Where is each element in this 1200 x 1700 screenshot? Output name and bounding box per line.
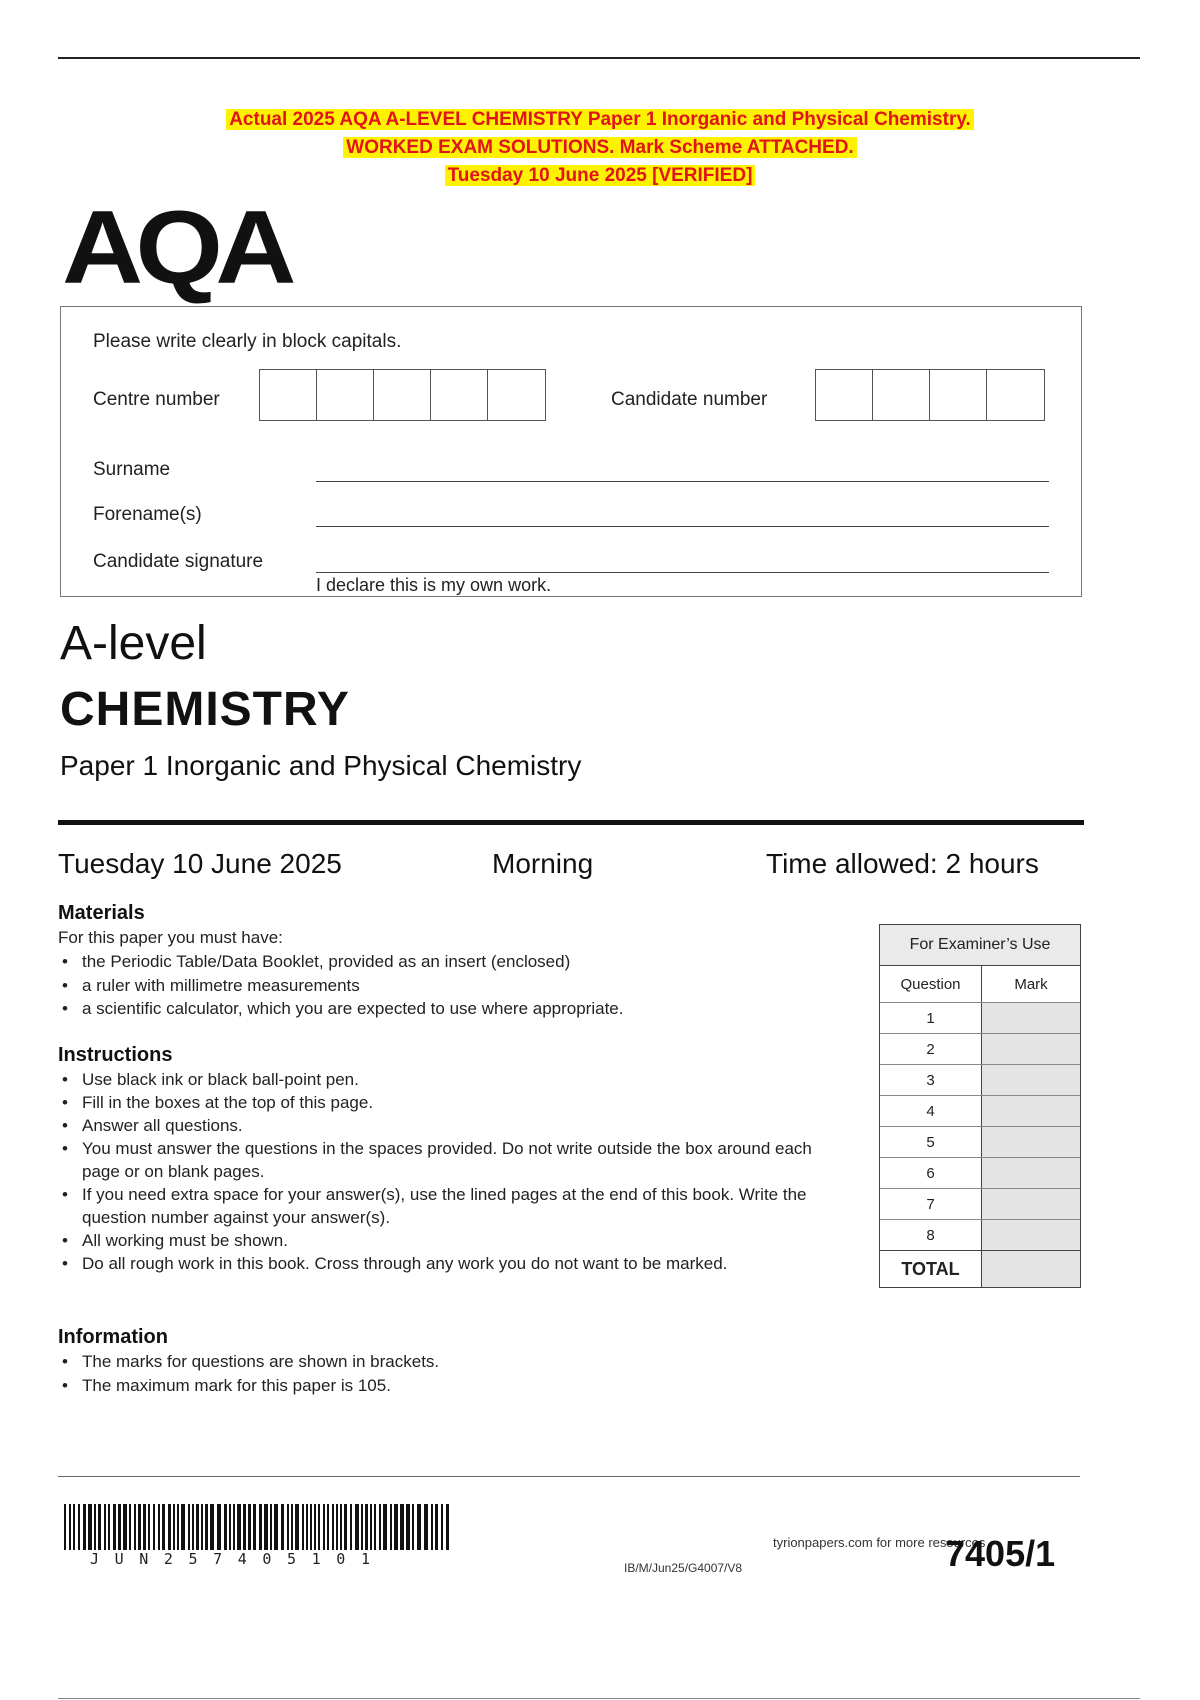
barcode-bar — [383, 1504, 387, 1550]
barcode-bar — [406, 1504, 410, 1550]
mark-cell — [982, 1065, 1080, 1095]
candidate-number-boxes[interactable] — [815, 369, 1045, 421]
barcode-bar — [148, 1504, 150, 1550]
barcode-bar — [431, 1504, 433, 1550]
barcode-bar — [243, 1504, 246, 1550]
barcode-bar — [394, 1504, 398, 1550]
centre-number-label: Centre number — [93, 389, 220, 410]
mark-cell — [982, 1096, 1080, 1126]
barcode-bar — [113, 1504, 116, 1550]
signature-field[interactable] — [316, 572, 1049, 573]
barcode-bar — [441, 1504, 443, 1550]
mark-cell — [982, 1220, 1080, 1250]
question-number: 7 — [880, 1189, 982, 1219]
barcode-bar — [424, 1504, 428, 1550]
table-row — [880, 1220, 1080, 1250]
mark-cell — [982, 1127, 1080, 1157]
materials-heading: Materials — [58, 902, 145, 924]
materials-item: • the Periodic Table/Data Booklet, provided as an insert (enclosed) — [58, 950, 623, 974]
materials-item: • a ruler with millimetre measurements — [58, 974, 623, 998]
materials-item: • a scientific calculator, which you are expected to use where appropriate. — [58, 997, 623, 1021]
barcode-bar — [158, 1504, 160, 1550]
barcode-bar — [281, 1504, 284, 1550]
forenames-label: Forename(s) — [93, 504, 202, 525]
table-row — [880, 1034, 1080, 1065]
centre-digit-box[interactable] — [317, 370, 374, 420]
question-number: 5 — [880, 1127, 982, 1157]
examiners-use-title: For Examiner’s Use — [880, 925, 1080, 966]
qualification-title: A-level — [60, 617, 207, 670]
barcode-bar — [412, 1504, 414, 1550]
paper-code: 7405/1 — [945, 1533, 1056, 1574]
aqa-logo: AQA — [62, 190, 289, 306]
barcode-bar — [104, 1504, 106, 1550]
barcode-bar — [287, 1504, 289, 1550]
barcode-bar — [192, 1504, 194, 1550]
reference-code: IB/M/Jun25/G4007/V8 — [624, 1561, 743, 1575]
candidate-details-box — [60, 306, 1082, 597]
candidate-number-label: Candidate number — [611, 389, 768, 410]
barcode-bar — [370, 1504, 372, 1550]
barcode-bar — [134, 1504, 136, 1550]
barcode-bar — [323, 1504, 325, 1550]
barcode-bar — [332, 1504, 334, 1550]
total-label: TOTAL — [880, 1251, 982, 1287]
barcode-bar — [310, 1504, 312, 1550]
declaration-text: I declare this is my own work. — [316, 575, 552, 595]
barcode-bar — [435, 1504, 438, 1550]
barcode-bar — [229, 1504, 231, 1550]
banner-line-3: Tuesday 10 June 2025 [VERIFIED] — [0, 162, 1200, 190]
question-number: 1 — [880, 1003, 982, 1033]
centre-digit-box[interactable] — [431, 370, 488, 420]
time-allowed: Time allowed: 2 hours — [766, 848, 1039, 879]
instruction-item: • If you need extra space for your answer(s), use the lined pages at the end of this book. Write the question number against your answer(s). — [58, 1183, 848, 1229]
barcode-bar — [291, 1504, 293, 1550]
exam-date: Tuesday 10 June 2025 — [58, 848, 342, 879]
barcode-bar — [188, 1504, 190, 1550]
barcode-bar — [108, 1504, 110, 1550]
surname-label: Surname — [93, 459, 171, 480]
thick-rule — [58, 820, 1084, 825]
barcode-bar — [374, 1504, 376, 1550]
instruction-item: • Do all rough work in this book. Cross through any work you do not want to be marked. — [58, 1252, 742, 1275]
mark-cell — [982, 1003, 1080, 1033]
question-number: 4 — [880, 1096, 982, 1126]
barcode-bar — [196, 1504, 199, 1550]
barcode-bar — [73, 1504, 75, 1550]
barcode-bar — [344, 1504, 347, 1550]
materials-list — [58, 950, 623, 1021]
question-number: 3 — [880, 1065, 982, 1095]
barcode-bar — [361, 1504, 363, 1550]
barcode-bar — [210, 1504, 214, 1550]
total-row — [880, 1250, 1080, 1287]
candidate-digit-box[interactable] — [873, 370, 930, 420]
materials-intro: For this paper you must have: — [58, 928, 283, 947]
barcode-bar — [417, 1504, 421, 1550]
instructions-heading: Instructions — [58, 1044, 173, 1066]
barcode-bar — [446, 1504, 449, 1550]
mark-cell — [982, 1189, 1080, 1219]
instruction-item: • Fill in the boxes at the top of this page. — [58, 1091, 848, 1114]
barcode-bar — [118, 1504, 121, 1550]
candidate-digit-box[interactable] — [930, 370, 987, 420]
question-number: 8 — [880, 1220, 982, 1250]
candidate-digit-box[interactable] — [816, 370, 873, 420]
question-number: 2 — [880, 1034, 982, 1064]
table-row — [880, 1127, 1080, 1158]
barcode-bar — [355, 1504, 359, 1550]
promo-banner — [0, 106, 1200, 190]
barcode-image — [64, 1504, 450, 1550]
barcode-bar — [94, 1504, 96, 1550]
instruction-item: • You must answer the questions in the spaces provided. Do not write outside the box around each page or on blank pages. — [58, 1137, 848, 1183]
barcode-bar — [379, 1504, 381, 1550]
signature-label: Candidate signature — [93, 551, 264, 572]
table-row — [880, 1003, 1080, 1034]
total-mark-cell — [982, 1251, 1080, 1287]
barcode-bar — [264, 1504, 268, 1550]
barcode-bar — [88, 1504, 92, 1550]
barcode-bar — [168, 1504, 171, 1550]
barcode-bar — [306, 1504, 308, 1550]
barcode-bar — [205, 1504, 208, 1550]
banner-line-1: Actual 2025 AQA A-LEVEL CHEMISTRY Paper 1 Inorganic and Physical Chemistry. — [0, 106, 1200, 134]
barcode-bar — [336, 1504, 338, 1550]
question-column-header: Question — [880, 966, 982, 1002]
candidate-digit-box[interactable] — [987, 370, 1044, 420]
centre-digit-box[interactable] — [374, 370, 431, 420]
barcode-bar — [129, 1504, 131, 1550]
barcode-bar — [270, 1504, 272, 1550]
barcode-bar — [274, 1504, 278, 1550]
centre-number-boxes[interactable] — [259, 369, 546, 421]
barcode-bar — [233, 1504, 235, 1550]
table-row — [880, 1158, 1080, 1189]
barcode-bar — [259, 1504, 262, 1550]
barcode-bar — [365, 1504, 368, 1550]
question-number: 6 — [880, 1158, 982, 1188]
barcode-bar — [83, 1504, 86, 1550]
barcode-bar — [153, 1504, 155, 1550]
barcode-bar — [327, 1504, 329, 1550]
mark-column-header: Mark — [982, 966, 1080, 1002]
barcode-bar — [173, 1504, 175, 1550]
information-item: • The marks for questions are shown in brackets. — [58, 1350, 439, 1374]
table-row — [880, 1096, 1080, 1127]
barcode-bar — [78, 1504, 80, 1550]
barcode-bar — [248, 1504, 251, 1550]
mark-cell — [982, 1158, 1080, 1188]
information-list — [58, 1350, 439, 1397]
form-instruction: Please write clearly in block capitals. — [93, 331, 402, 352]
table-row — [880, 1065, 1080, 1096]
barcode-bar — [340, 1504, 342, 1550]
instructions-list — [58, 1068, 848, 1275]
barcode-text: JUN257405101 — [90, 1550, 386, 1568]
barcode-bar — [253, 1504, 256, 1550]
top-rule — [58, 57, 1140, 59]
instruction-item: • All working must be shown. — [58, 1229, 848, 1252]
barcode-bar — [162, 1504, 165, 1550]
instruction-item: • Use black ink or black ball-point pen. — [58, 1068, 848, 1091]
forenames-field[interactable] — [316, 526, 1049, 527]
barcode-bar — [350, 1504, 352, 1550]
barcode-bar — [138, 1504, 141, 1550]
paper-title: Paper 1 Inorganic and Physical Chemistry — [60, 750, 582, 781]
instruction-item: • Answer all questions. — [58, 1114, 848, 1137]
barcode-bar — [237, 1504, 241, 1550]
barcode-bar — [69, 1504, 71, 1550]
exam-session: Morning — [492, 848, 594, 879]
barcode-bar — [201, 1504, 203, 1550]
barcode-bar — [123, 1504, 127, 1550]
barcode-bar — [143, 1504, 146, 1550]
barcode-bar — [177, 1504, 179, 1550]
centre-digit-box[interactable] — [488, 370, 545, 420]
bottom-rule — [58, 1698, 1140, 1699]
mark-cell — [982, 1034, 1080, 1064]
examiners-table-header — [880, 966, 1080, 1003]
barcode-bar — [302, 1504, 304, 1550]
barcode-bar — [318, 1504, 320, 1550]
barcode-bar — [314, 1504, 316, 1550]
footer-rule — [58, 1476, 1080, 1477]
banner-line-2: WORKED EXAM SOLUTIONS. Mark Scheme ATTACHED. — [0, 134, 1200, 162]
barcode-bar — [390, 1504, 392, 1550]
barcode-bar — [400, 1504, 404, 1550]
surname-field[interactable] — [316, 481, 1049, 482]
barcode-bar — [217, 1504, 221, 1550]
barcode-bar — [295, 1504, 299, 1550]
information-item: • The maximum mark for this paper is 105. — [58, 1374, 439, 1398]
barcode-bar — [64, 1504, 66, 1550]
barcode-bar — [224, 1504, 227, 1550]
centre-digit-box[interactable] — [260, 370, 317, 420]
information-heading: Information — [58, 1326, 168, 1348]
watermark-site-text: tyrionpapers.com for more resources — [773, 1535, 986, 1550]
examiners-use-table — [879, 924, 1081, 1288]
barcode-bar — [98, 1504, 101, 1550]
subject-title: CHEMISTRY — [60, 683, 350, 736]
barcode-bar — [181, 1504, 185, 1550]
table-row — [880, 1189, 1080, 1220]
